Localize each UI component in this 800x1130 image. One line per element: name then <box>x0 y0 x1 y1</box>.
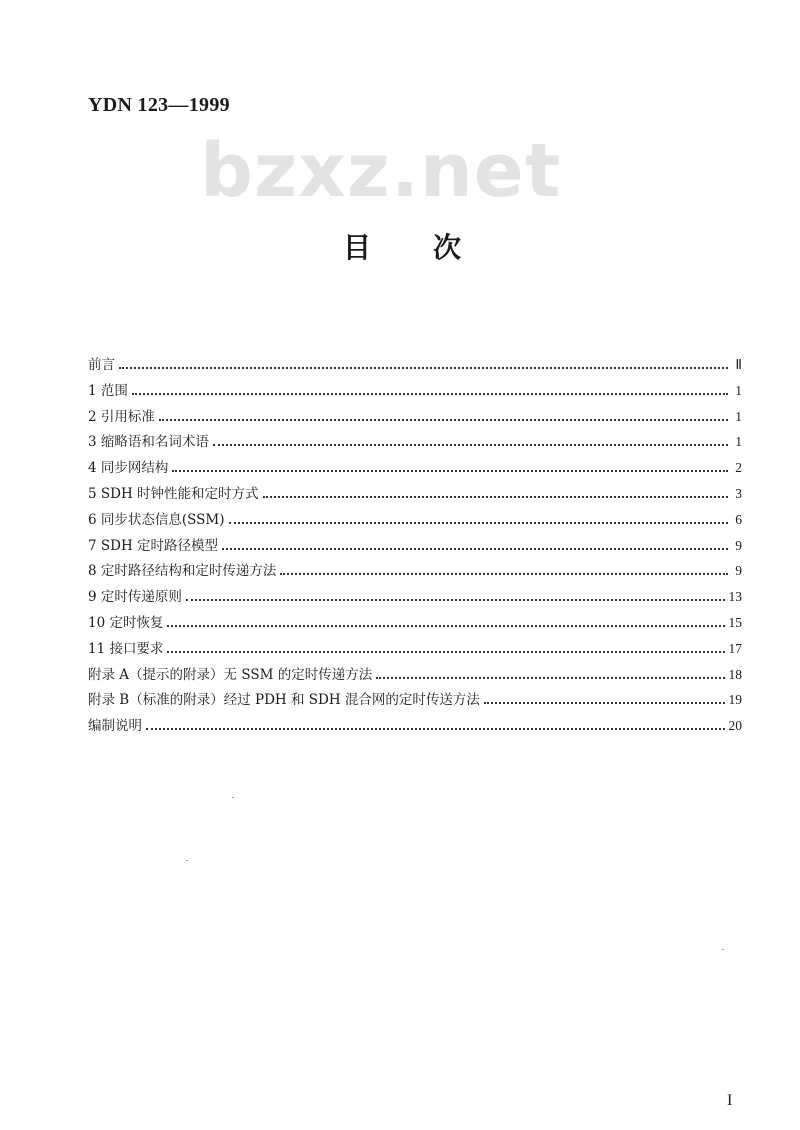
toc-entry-8[interactable] <box>88 559 742 585</box>
dot-leader <box>376 677 724 679</box>
toc-entry-11[interactable] <box>88 637 742 663</box>
toc-entry-6[interactable] <box>88 508 742 534</box>
toc-entry-label: 4 同步网结构 <box>88 460 169 477</box>
dot-leader <box>172 470 728 472</box>
toc-entry-label: 9 定时传递原则 <box>88 589 182 606</box>
toc-entry-5[interactable] <box>88 482 742 508</box>
toc-entry-page: 1 <box>735 382 742 398</box>
toc-entry-label: 8 定时路径结构和定时传递方法 <box>88 563 277 580</box>
toc-entry-2[interactable] <box>88 405 742 431</box>
toc-entry-page: 2 <box>735 460 742 476</box>
dot-leader <box>159 419 728 421</box>
toc-entry-foreword[interactable] <box>88 353 742 379</box>
toc-entry-label: 6 同步状态信息(SSM) <box>88 511 225 528</box>
toc-entry-9[interactable] <box>88 585 742 611</box>
toc-entry-page: 9 <box>735 563 742 579</box>
toc-entry-3[interactable] <box>88 430 742 456</box>
dot-leader <box>229 522 729 524</box>
table-of-contents <box>88 353 742 740</box>
toc-entry-page: 15 <box>728 614 742 630</box>
toc-entry-label: 10 定时恢复 <box>88 614 164 631</box>
toc-entry-label: 附录 B（标准的附录）经过 PDH 和 SDH 混合网的定时传送方法 <box>88 692 480 709</box>
toc-entry-compilation-notes[interactable] <box>88 714 742 740</box>
toc-entry-page: 1 <box>735 408 742 424</box>
scan-speck <box>232 797 234 798</box>
toc-entry-label: 3 缩略语和名词术语 <box>88 434 209 451</box>
dot-leader <box>146 728 725 730</box>
dot-leader <box>280 573 728 575</box>
toc-entry-page: 19 <box>728 692 742 708</box>
dot-leader <box>186 599 725 601</box>
scan-speck <box>186 860 188 861</box>
toc-entry-page: 20 <box>728 718 742 734</box>
dot-leader <box>263 496 728 498</box>
toc-entry-page: 17 <box>728 640 742 656</box>
toc-entry-label: 前言 <box>88 357 115 373</box>
toc-entry-4[interactable] <box>88 456 742 482</box>
toc-entry-appendix-b[interactable] <box>88 688 742 714</box>
watermark: bzxz.net <box>200 128 562 214</box>
toc-entry-page: 9 <box>735 537 742 553</box>
toc-entry-label: 11 接口要求 <box>88 640 164 657</box>
toc-entry-label: 1 范围 <box>88 382 128 399</box>
toc-entry-label: 2 引用标准 <box>88 408 155 425</box>
toc-entry-label: 7 SDH 定时路径模型 <box>88 537 219 554</box>
page-title-char: 目 <box>343 231 372 264</box>
dot-leader <box>167 625 724 627</box>
dot-leader <box>222 548 728 550</box>
dot-leader <box>484 702 725 704</box>
dot-leader <box>132 393 728 395</box>
toc-entry-page: Ⅱ <box>735 357 742 372</box>
toc-entry-label: 附录 A（提示的附录）无 SSM 的定时传递方法 <box>88 666 373 683</box>
page-title <box>343 226 461 266</box>
dot-leader <box>119 367 728 369</box>
toc-entry-page: 13 <box>728 589 742 605</box>
dot-leader <box>167 651 724 653</box>
toc-entry-page: 1 <box>735 434 742 450</box>
toc-entry-10[interactable] <box>88 611 742 637</box>
toc-entry-1[interactable] <box>88 379 742 405</box>
toc-entry-7[interactable] <box>88 534 742 560</box>
document-code: YDN 123—1999 <box>88 94 230 116</box>
toc-entry-label: 5 SDH 时钟性能和定时方式 <box>88 485 259 502</box>
page-title-char: 次 <box>433 231 462 264</box>
toc-entry-page: 3 <box>735 485 742 501</box>
toc-entry-page: 18 <box>728 666 742 682</box>
toc-entry-label: 编制说明 <box>88 718 142 735</box>
dot-leader <box>213 444 728 446</box>
scan-speck <box>722 949 724 950</box>
toc-entry-appendix-a[interactable] <box>88 663 742 689</box>
page-number: I <box>727 1092 733 1109</box>
toc-entry-page: 6 <box>735 511 742 527</box>
